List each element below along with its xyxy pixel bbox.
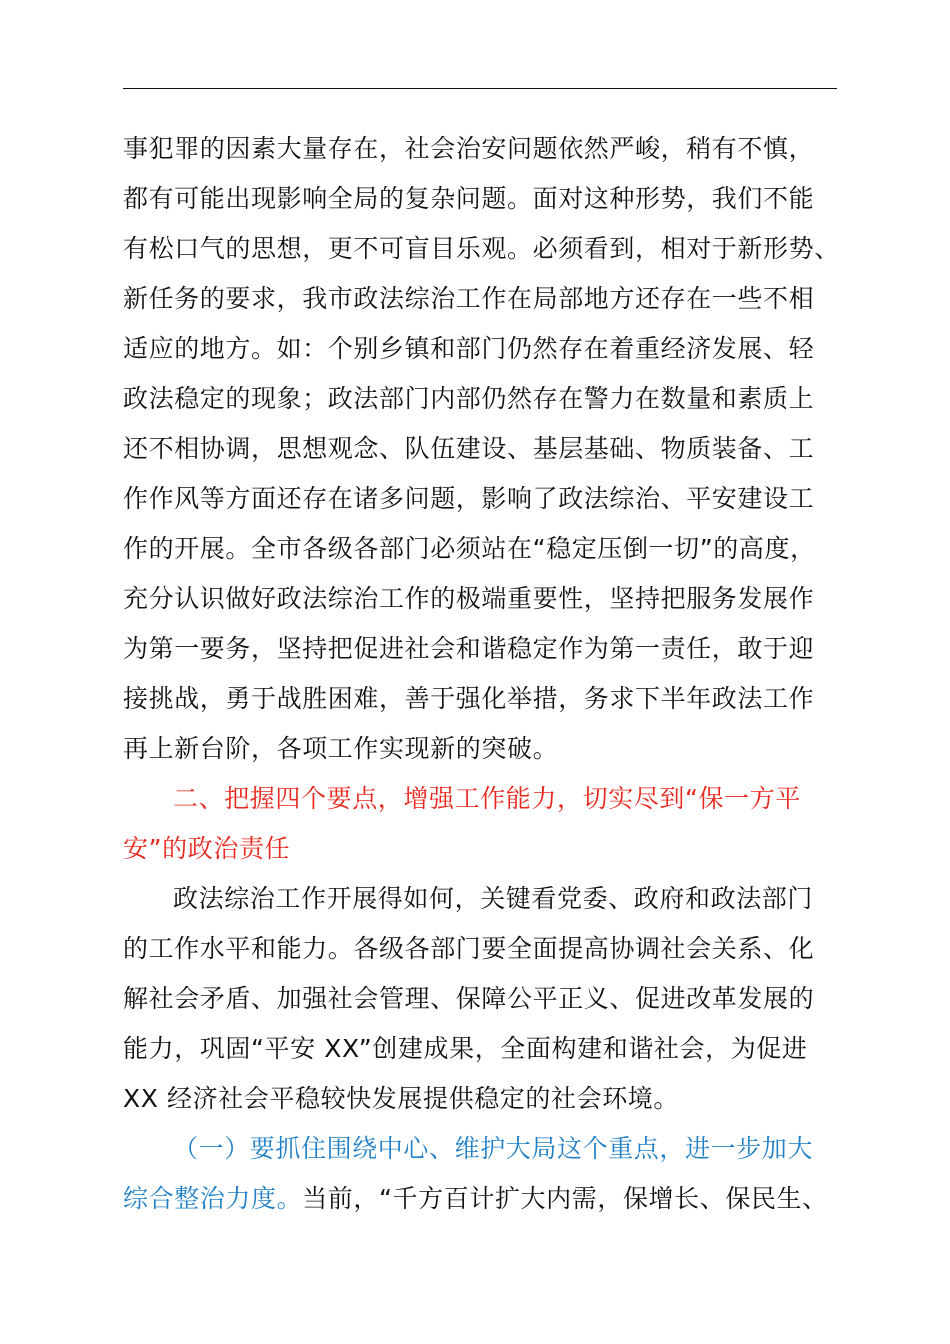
body-line: 事犯罪的因素大量存在，社会治安问题依然严峻，稍有不慎，: [123, 134, 815, 163]
section-heading: 安”的政治责任: [123, 834, 291, 863]
body-line: 还不相协调，思想观念、队伍建设、基层基础、物质装备、工: [123, 434, 815, 463]
subsection-heading: （一）要抓住围绕中心、维护大局这个重点，进一步加大: [173, 1134, 814, 1163]
header-rule: [123, 88, 837, 89]
body-line: 为第一要务，坚持把促进社会和谐稳定作为第一责任，敢于迎: [123, 634, 815, 663]
body-line: 适应的地方。如：个别乡镇和部门仍然存在着重经济发展、轻: [123, 334, 815, 363]
section-body-line: 解社会矛盾、加强社会管理、保障公平正义、促进改革发展的: [123, 984, 815, 1013]
section-body-line: 政法综治工作开展得如何，关键看党委、政府和政法部门: [173, 884, 814, 913]
document-body: [123, 124, 840, 1224]
body-line: 有松口气的思想，更不可盲目乐观。必须看到，相对于新形势、: [123, 234, 840, 263]
subsection-body-text: 当前，“千方百计扩大内需，保增长、保民生、: [302, 1184, 828, 1213]
body-line: 再上新台阶，各项工作实现新的突破。: [123, 734, 559, 763]
body-line: 充分认识做好政法综治工作的极端重要性，坚持把服务发展作: [123, 584, 815, 613]
body-line: 都有可能出现影响全局的复杂问题。面对这种形势，我们不能: [123, 184, 815, 213]
body-line: 政法稳定的现象；政法部门内部仍然存在警力在数量和素质上: [123, 384, 815, 413]
body-line: 接挑战，勇于战胜困难，善于强化举措，务求下半年政法工作: [123, 684, 815, 713]
body-line: 作的开展。全市各级各部门必须站在“稳定压倒一切”的高度，: [123, 534, 816, 563]
section-body-line: 能力，巩固“平安 XX”创建成果，全面构建和谐社会，为促进: [123, 1034, 808, 1063]
section-body-line: XX 经济社会平稳较快发展提供稳定的社会环境。: [123, 1084, 680, 1113]
subsection-heading-tail: 综合整治力度。: [123, 1184, 303, 1213]
subsection-line: [123, 1174, 837, 1224]
section-body-line: 的工作水平和能力。各级各部门要全面提高协调社会关系、化: [123, 934, 815, 963]
body-line: 作作风等方面还存在诸多问题，影响了政法综治、平安建设工: [123, 484, 815, 513]
body-line: 新任务的要求，我市政法综治工作在局部地方还存在一些不相: [123, 284, 815, 313]
section-heading: 二、把握四个要点，增强工作能力，切实尽到“保一方平: [173, 784, 801, 813]
